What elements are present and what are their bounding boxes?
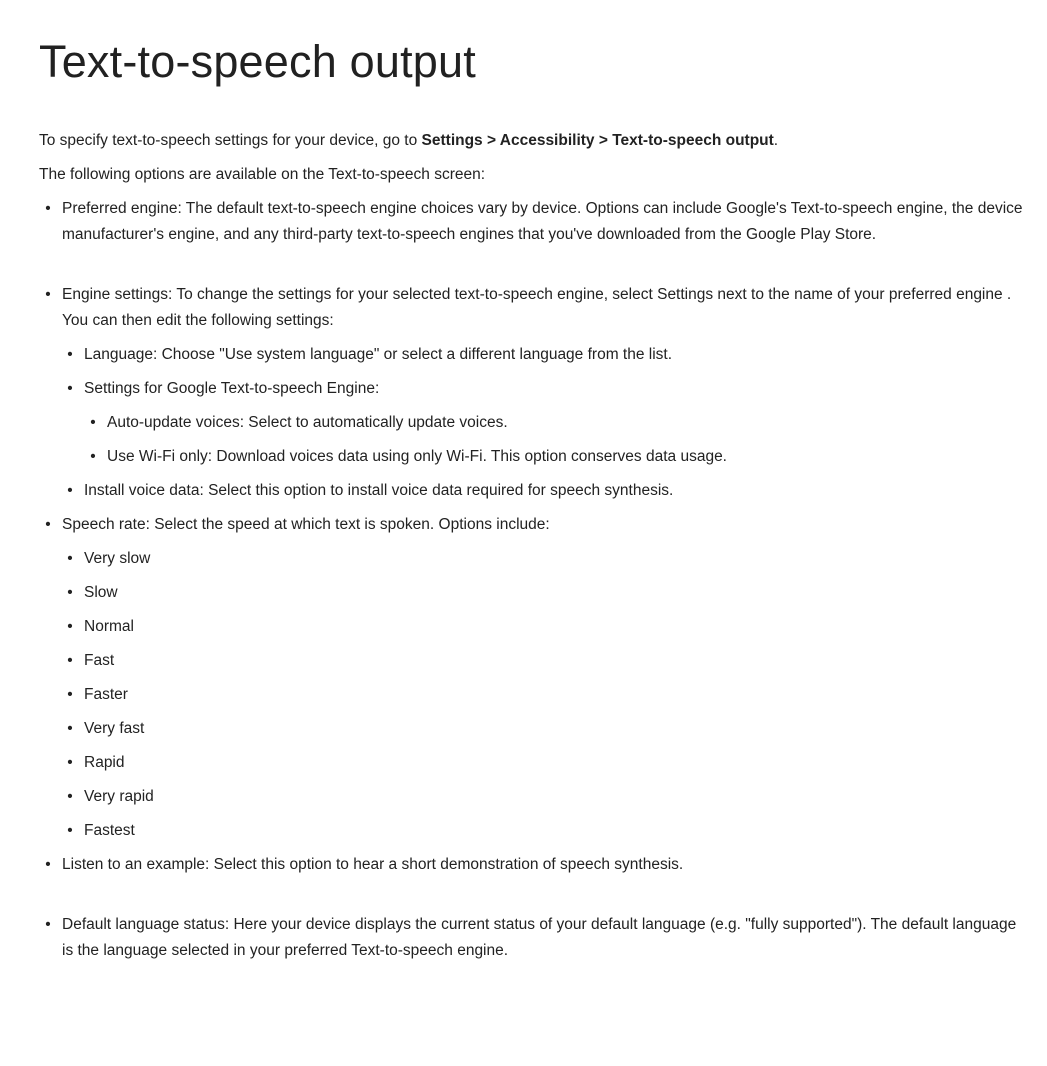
google-settings-text: Settings for Google Text-to-speech Engine:	[84, 380, 380, 397]
rate-label: Very slow	[84, 550, 151, 567]
rate-label: Fast	[84, 652, 115, 669]
intro-prefix: To specify text-to-speech settings for your device, go to	[39, 132, 422, 149]
list-item-google-settings	[67, 376, 1027, 470]
bullet-icon: •	[67, 788, 73, 805]
settings-path: Settings > Accessibility > Text-to-speech output	[421, 132, 774, 149]
bullet-icon: •	[67, 618, 73, 635]
list-item-language	[67, 342, 1027, 368]
options-list	[39, 196, 1027, 964]
bullet-icon: •	[67, 346, 73, 363]
rate-label: Very rapid	[84, 788, 154, 805]
list-item-preferred-engine	[45, 196, 1027, 248]
bullet-icon: •	[67, 686, 73, 703]
bullet-icon: •	[45, 916, 51, 933]
auto-update-text: Auto-update voices: Select to automatically update voices.	[107, 414, 508, 431]
list-item-rate	[67, 580, 1027, 606]
language-text: Language: Choose "Use system language" or select a different language from the list.	[84, 346, 673, 363]
bullet-icon: •	[45, 856, 51, 873]
bullet-icon: •	[67, 550, 73, 567]
speech-rate-text: Speech rate: Select the speed at which text is spoken. Options include:	[62, 516, 550, 533]
list-item-install-voice	[67, 478, 1027, 504]
list-item-rate	[67, 682, 1027, 708]
engine-settings-text: Engine settings: To change the settings for your selected text-to-speech engine, select Settings next to the name of your preferred engine . You can then edit the following settings:	[62, 286, 1012, 329]
preferred-engine-text: Preferred engine: The default text-to-speech engine choices vary by device. Options can include Google's Text-to-speech engine, the device manufacturer's engine, and any third-party text-to-speech engines that you've downloaded from the Google Play Store.	[62, 200, 1023, 243]
wifi-only-text: Use Wi-Fi only: Download voices data using only Wi-Fi. This option conserves data usage.	[107, 448, 727, 465]
rate-label: Very fast	[84, 720, 145, 737]
list-item-rate	[67, 784, 1027, 810]
bullet-icon: •	[45, 200, 51, 217]
list-item-listen-example	[45, 852, 1027, 878]
bullet-icon: •	[67, 652, 73, 669]
list-item-wifi-only	[90, 444, 1027, 470]
intro-suffix: .	[773, 132, 779, 149]
list-item-engine-settings	[45, 282, 1027, 504]
default-language-status-text: Default language status: Here your device displays the current status of your default language (e.g. "fully supported"). The default language is the language selected in your preferred Text-to-speech engine.	[62, 916, 1017, 959]
rate-label: Faster	[84, 686, 128, 703]
bullet-icon: •	[90, 448, 96, 465]
rate-label: Rapid	[84, 754, 125, 771]
rate-label: Slow	[84, 584, 118, 601]
bullet-icon: •	[45, 516, 51, 533]
list-item-rate	[67, 614, 1027, 640]
list-item-rate	[67, 750, 1027, 776]
speech-rate-sublist	[62, 546, 1027, 844]
bullet-icon: •	[67, 720, 73, 737]
bullet-icon: •	[67, 482, 73, 499]
list-item-rate	[67, 716, 1027, 742]
intro-paragraph	[39, 128, 1027, 154]
google-settings-sublist	[84, 410, 1027, 470]
bullet-icon: •	[67, 754, 73, 771]
rate-label: Normal	[84, 618, 134, 635]
bullet-icon: •	[67, 380, 73, 397]
list-item-rate	[67, 818, 1027, 844]
engine-settings-sublist	[62, 342, 1027, 504]
list-item-auto-update	[90, 410, 1027, 436]
options-intro: The following options are available on the Text-to-speech screen:	[39, 166, 486, 183]
bullet-icon: •	[90, 414, 96, 431]
bullet-icon: •	[45, 286, 51, 303]
list-item-rate	[67, 648, 1027, 674]
list-item-default-language-status	[45, 912, 1027, 964]
listen-example-text: Listen to an example: Select this option to hear a short demonstration of speech synthesis.	[62, 856, 684, 873]
rate-label: Fastest	[84, 822, 135, 839]
bullet-icon: •	[67, 822, 73, 839]
list-item-rate	[67, 546, 1027, 572]
bullet-icon: •	[67, 584, 73, 601]
page-title: Text-to-speech output	[39, 36, 476, 87]
install-voice-text: Install voice data: Select this option to install voice data required for speech synthesis.	[84, 482, 674, 499]
list-item-speech-rate	[45, 512, 1027, 844]
